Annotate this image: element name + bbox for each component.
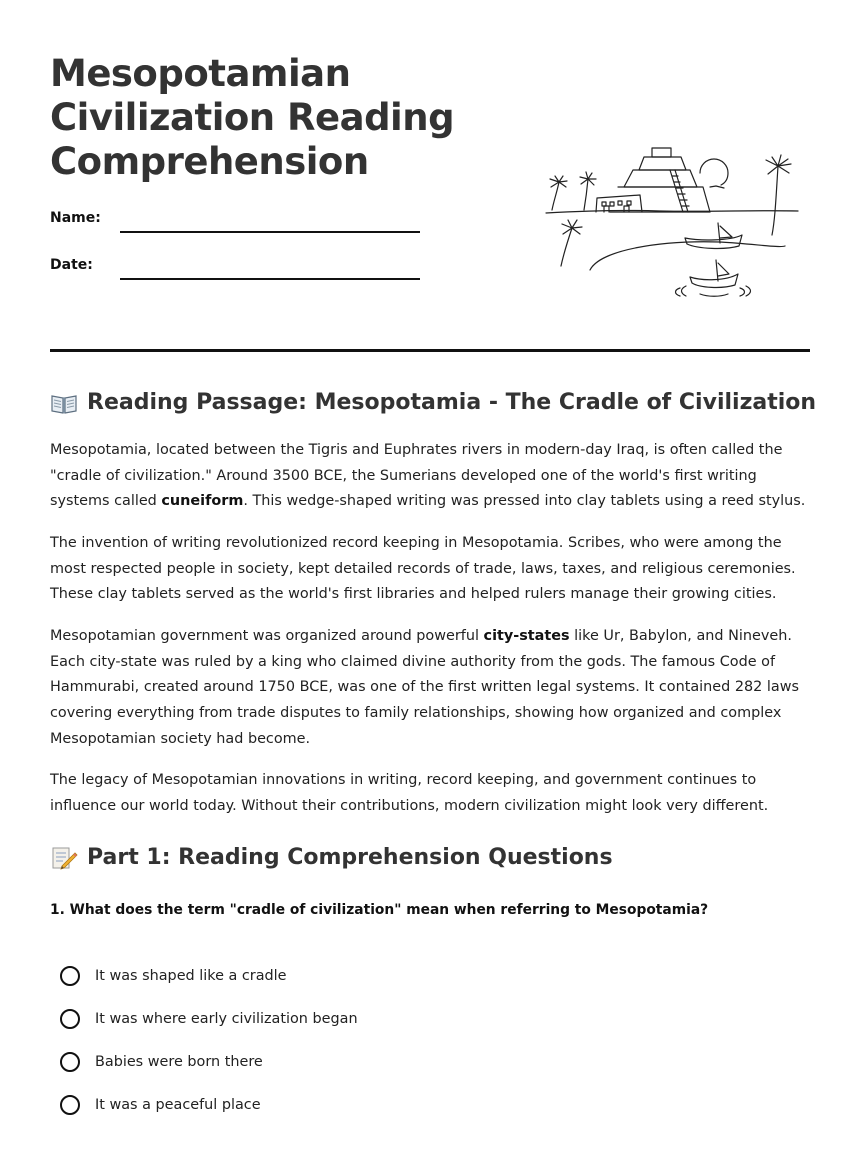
option-label: It was where early civilization began xyxy=(95,1011,358,1027)
name-field[interactable] xyxy=(120,231,420,233)
passage-heading-text: Reading Passage: Mesopotamia - The Cradle of Civilization xyxy=(87,390,817,415)
paragraph-text: The invention of writing revolutionized record keeping in Mesopotamia. Scribes, who were among the most respected people in society, kept detailed records of trade, laws, taxes, and religious ceremonies. These clay tablets served as the world's first libraries and helped rulers manage their growing cities. xyxy=(50,535,796,603)
radio-button[interactable] xyxy=(60,1052,80,1072)
paragraph-text: Mesopotamian government was organized around powerful xyxy=(50,628,484,644)
worksheet-title: Mesopotamian Civilization Reading Comprehension xyxy=(50,52,455,183)
radio-button[interactable] xyxy=(60,966,80,986)
paragraph-text: The legacy of Mesopotamian innovations in writing, record keeping, and government continues to influence our world today. Without their contributions, modern civilization might look very different. xyxy=(50,772,769,814)
date-field[interactable] xyxy=(120,278,420,280)
question-1-option-4[interactable] xyxy=(60,1095,261,1115)
paragraph-text: . This wedge-shaped writing was pressed into clay tablets using a reed stylus. xyxy=(243,493,806,510)
paragraph-text: Mesopotamia, located between the Tigris and Euphrates rivers in modern-day Iraq, is often called the "cradle of civilization." Around 3500 BCE, the Sumerians developed one of the world's first writing systems called xyxy=(50,442,783,510)
date-label: Date: xyxy=(50,257,93,273)
option-label: Babies were born there xyxy=(95,1054,263,1070)
term-cuneiform: cuneiform xyxy=(161,493,244,510)
question-1-text: 1. What does the term "cradle of civilization" mean when referring to Mesopotamia? xyxy=(50,902,709,918)
question-1-option-1[interactable] xyxy=(60,966,287,986)
passage-heading xyxy=(50,390,816,415)
passage-paragraph-4 xyxy=(50,768,814,819)
radio-button[interactable] xyxy=(60,1095,80,1115)
part1-heading xyxy=(50,845,613,870)
option-label: It was shaped like a cradle xyxy=(95,968,287,984)
question-1-option-2[interactable] xyxy=(60,1009,358,1029)
passage-paragraph-1 xyxy=(50,438,814,515)
name-label: Name: xyxy=(50,210,101,226)
passage-paragraph-3 xyxy=(50,624,814,753)
option-label: It was a peaceful place xyxy=(95,1097,261,1113)
memo-pencil-icon xyxy=(50,846,78,870)
question-1-option-3[interactable] xyxy=(60,1052,263,1072)
term-city-states: city-states xyxy=(483,628,570,644)
paragraph-text: like Ur, Babylon, and Nineveh. Each city-state was ruled by a king who claimed divine authority from the gods. The famous Code of Hammurabi, created around 1750 BCE, was one of the first written legal systems. It contained 282 laws covering everything from trade disputes to family relationships, showing how organized and complex Mesopotamian society had become. xyxy=(50,628,799,747)
open-book-icon xyxy=(50,391,78,415)
ziggurat-illustration-icon xyxy=(540,140,802,302)
radio-button[interactable] xyxy=(60,1009,80,1029)
part1-heading-text: Part 1: Reading Comprehension Questions xyxy=(87,845,613,870)
passage-paragraph-2 xyxy=(50,531,814,608)
header-divider xyxy=(50,349,810,352)
